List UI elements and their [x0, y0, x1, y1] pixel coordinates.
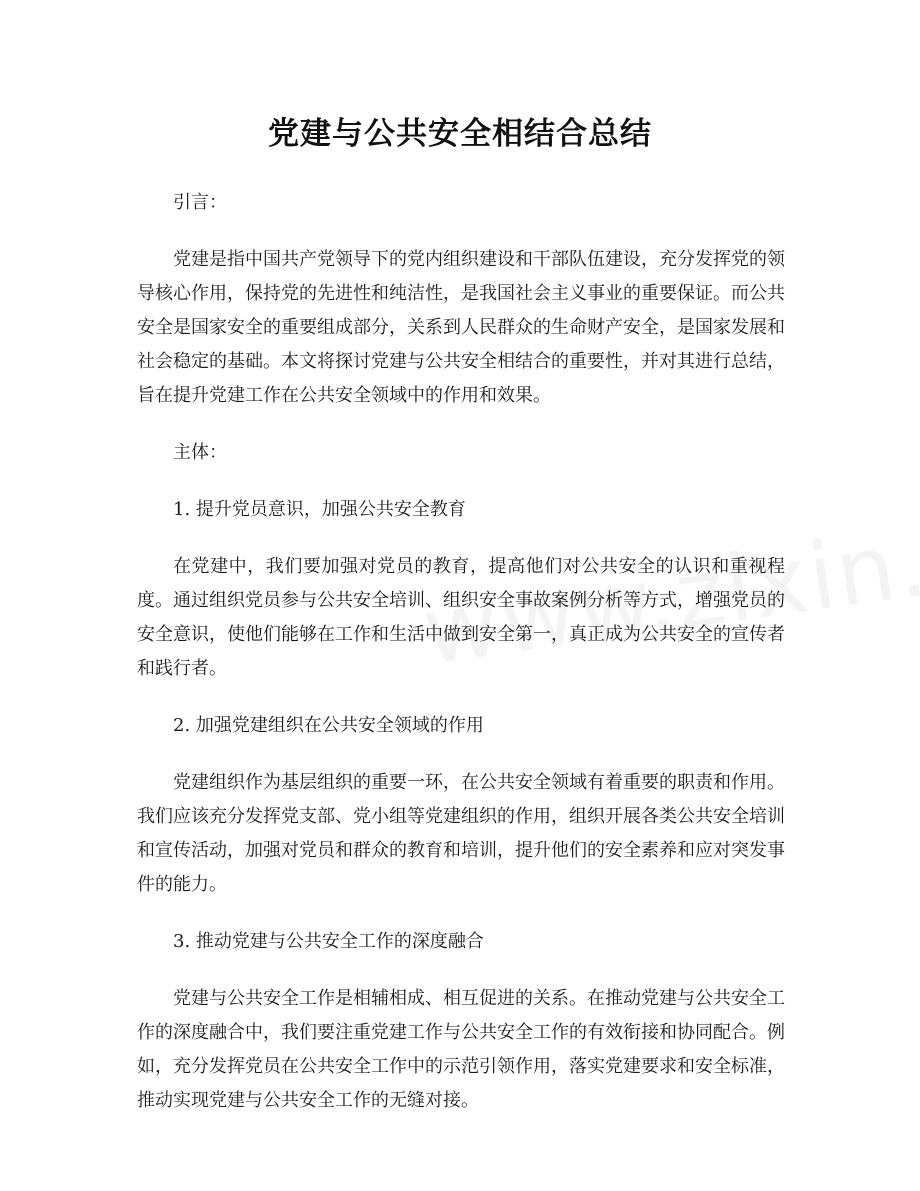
document-title: 党建与公共安全相结合总结	[268, 116, 652, 152]
section-3-heading: 3. 推动党建与公共安全工作的深度融合	[173, 931, 484, 952]
section-2-heading: 2. 加强党建组织在公共安全领域的作用	[173, 715, 484, 736]
section-1-paragraph: 在党建中，我们要加强对党员的教育，提高他们对公共安全的认识和重视程度。通过组织党员参与公共安全培训、组织安全事故案例分析等方式，增强党员的安全意识，使他们能够在工作和生活中做到安全第一，真正成为公共安全的宣传者和践行者。	[137, 556, 785, 679]
intro-label: 引言：	[173, 192, 227, 213]
document-body	[137, 186, 785, 1141]
section-2-paragraph: 党建组织作为基层组织的重要一环，在公共安全领域有着重要的职责和作用。我们应该充分发挥党支部、党小组等党建组织的作用，组织开展各类公共安全培训和宣传活动，加强对党员和群众的教育和培训，提升他们的安全素养和应对突发事件的能力。	[137, 772, 785, 895]
intro-paragraph: 党建是指中国共产党领导下的党内组织建设和干部队伍建设，充分发挥党的领导核心作用，保持党的先进性和纯洁性，是我国社会主义事业的重要保证。而公共安全是国家安全的重要组成部分，关系到人民群众的生命财产安全，是国家发展和社会稳定的基础。本文将探讨党建与公共安全相结合的重要性，并对其进行总结，旨在提升党建工作在公共安全领域中的作用和效果。	[137, 249, 785, 406]
section-3-paragraph: 党建与公共安全工作是相辅相成、相互促进的关系。在推动党建与公共安全工作的深度融合中，我们要注重党建工作与公共安全工作的有效衔接和协同配合。例如，充分发挥党员在公共安全工作中的示范引领作用，落实党建要求和安全标准，推动实现党建与公共安全工作的无缝对接。	[137, 988, 785, 1111]
body-label: 主体：	[173, 442, 227, 463]
section-1-heading: 1. 提升党员意识，加强公共安全教育	[173, 499, 466, 520]
